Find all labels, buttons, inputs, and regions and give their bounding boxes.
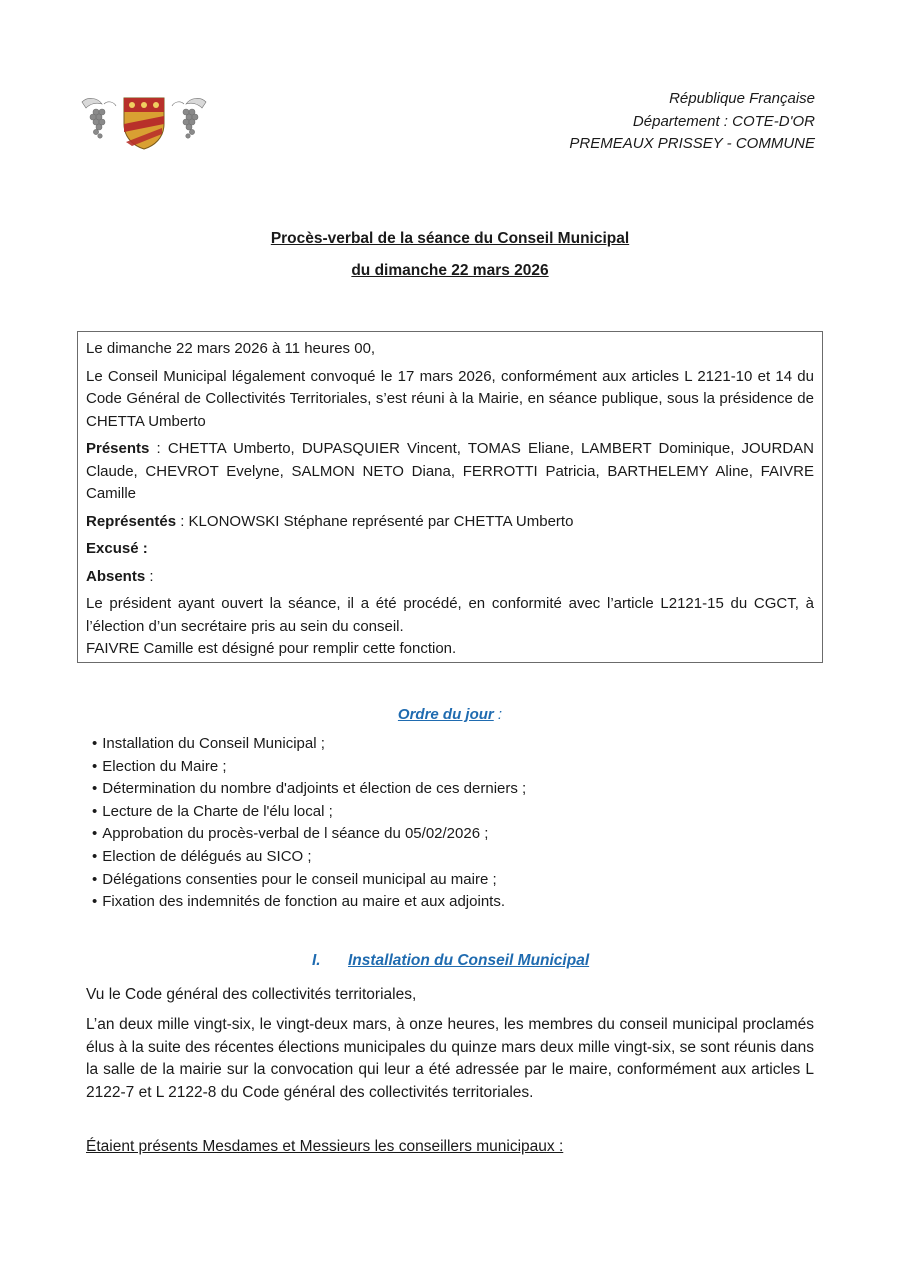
section-title: Installation du Conseil Municipal [348, 952, 590, 969]
right-grape-cluster-icon [172, 98, 206, 138]
represented-list: : KLONOWSKI Stéphane représenté par CHETTA Umberto [176, 512, 574, 530]
represented-label: Représentés [86, 512, 177, 530]
agenda-item: • Délégations consenties pour le conseil municipal au maire ; [92, 869, 526, 892]
agenda-title: Ordre du jour [397, 706, 494, 723]
agenda-title-suffix: : [493, 706, 503, 723]
agenda-item: • Approbation du procès-verbal de l séance du 05/02/2026 ; [92, 823, 526, 846]
excused-paragraph [86, 538, 814, 561]
agenda-item: • Lecture de la Charte de l'élu local ; [92, 801, 526, 824]
secretary-paragraph: Le président ayant ouvert la séance, il a été procédé, en conformité avec l’article L2121-15 du CGCT, à l’élection d’un secrétaire pris au sein du conseil. [86, 595, 814, 635]
meeting-date-line: Le dimanche 22 mars 2026 à 11 heures 00, [86, 340, 376, 357]
absent-label: Absents [86, 567, 146, 585]
agenda-heading [0, 706, 900, 723]
meeting-summary-box [77, 331, 823, 663]
agenda-list [92, 733, 526, 914]
section-1-paragraph-1: Vu le Code général des collectivités territoriales, [86, 986, 417, 1003]
commune-coat-of-arms-logo [78, 94, 210, 150]
absent-paragraph [86, 566, 814, 589]
section-1-heading [312, 952, 589, 970]
shield-icon [124, 98, 164, 149]
republic-label: République Française [669, 90, 815, 107]
represented-paragraph [86, 511, 814, 534]
convocation-paragraph: Le Conseil Municipal légalement convoqué le 17 mars 2026, conformément aux articles L 2121-10 et 14 du Code Général de Collectivités Territoriales, s’est réuni à la Mairie, en séance publique, sous la présidence de CHETTA Umberto [86, 367, 814, 430]
secretary-designation: FAIVRE Camille est désigné pour remplir cette fonction. [86, 640, 457, 657]
agenda-item: • Election de délégués au SICO ; [92, 846, 526, 869]
department-label: Département : COTE-D'OR [632, 112, 815, 130]
presents-paragraph [86, 438, 814, 506]
section-1-paragraph-3: Étaient présents Mesdames et Messieurs les conseillers municipaux : [86, 1138, 564, 1155]
commune-label: PREMEAUX PRISSEY - COMMUNE [569, 135, 815, 152]
left-grape-cluster-icon [82, 98, 116, 138]
section-number: I. [312, 952, 321, 969]
republic-header [569, 88, 815, 156]
section-1-paragraph-2: L’an deux mille vingt-six, le vingt-deux mars, à onze heures, les membres du conseil municipal proclamés élus à la suite des récentes élections municipales du quinze mars deux mille vingt-six, se sont réunis dans la salle de la mairie sur la convocation qui leur a été adressée par le maire, conformément aux articles L 2122-7 et L 2122-8 du Code général des collectivités territoriales. [86, 1016, 815, 1101]
page-title: Procès-verbal de la séance du Conseil Municipal [270, 230, 630, 247]
agenda-item: • Détermination du nombre d'adjoints et élection de ces derniers ; [92, 778, 526, 801]
page-subtitle-date: du dimanche 22 mars 2026 [351, 262, 549, 279]
agenda-item: • Election du Maire ; [92, 756, 526, 779]
presents-list: : CHETTA Umberto, DUPASQUIER Vincent, TOMAS Eliane, LAMBERT Dominique, JOURDAN Claude, CHEVROT Evelyne, SALMON NETO Diana, FERROTTI Patricia, BARTHELEMY Aline, FAIVRE Camille [86, 440, 814, 502]
agenda-item: • Installation du Conseil Municipal ; [92, 733, 526, 756]
presents-label: Présents [86, 440, 150, 457]
absent-list: : [145, 567, 154, 585]
excused-label: Excusé : [86, 540, 148, 557]
agenda-item: • Fixation des indemnités de fonction au maire et aux adjoints. [92, 891, 526, 914]
